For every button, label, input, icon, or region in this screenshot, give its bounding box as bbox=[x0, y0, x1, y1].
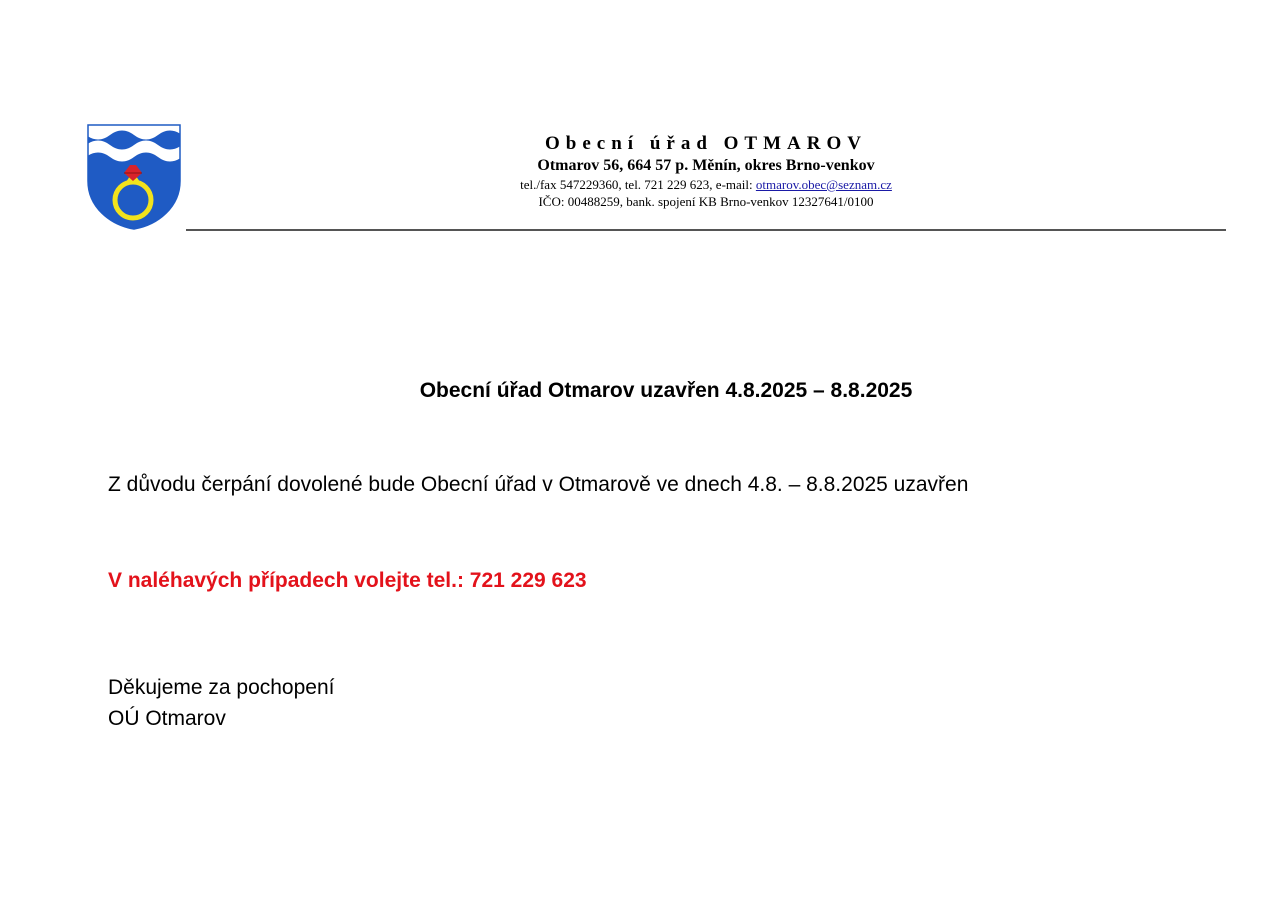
office-address: Otmarov 56, 664 57 p. Měnín, okres Brno-venkov bbox=[537, 157, 875, 174]
letterhead bbox=[380, 132, 1032, 210]
notice-title: Obecní úřad Otmarov uzavřen 4.8.2025 – 8.8.2025 bbox=[419, 379, 913, 402]
header-divider bbox=[186, 229, 1226, 231]
closing-thanks: Děkujeme za pochopení bbox=[108, 676, 335, 699]
urgent-contact: V naléhavých případech volejte tel.: 721 229 623 bbox=[108, 569, 587, 592]
email-link[interactable]: otmarov.obec@seznam.cz bbox=[755, 177, 892, 192]
signature: OÚ Otmarov bbox=[108, 707, 226, 730]
office-ids: IČO: 00488259, bank. spojení KB Brno-venkov 12327641/0100 bbox=[538, 194, 874, 209]
coat-of-arms-icon bbox=[86, 123, 182, 231]
office-contact bbox=[380, 176, 1032, 193]
notice-paragraph: Z důvodu čerpání dovolené bude Obecní úřad v Otmarově ve dnech 4.8. – 8.8.2025 uzavřen bbox=[108, 473, 969, 496]
contact-text: tel./fax 547229360, tel. 721 229 623, e-mail: bbox=[520, 177, 756, 192]
office-title: Obecní úřad OTMAROV bbox=[545, 133, 867, 154]
